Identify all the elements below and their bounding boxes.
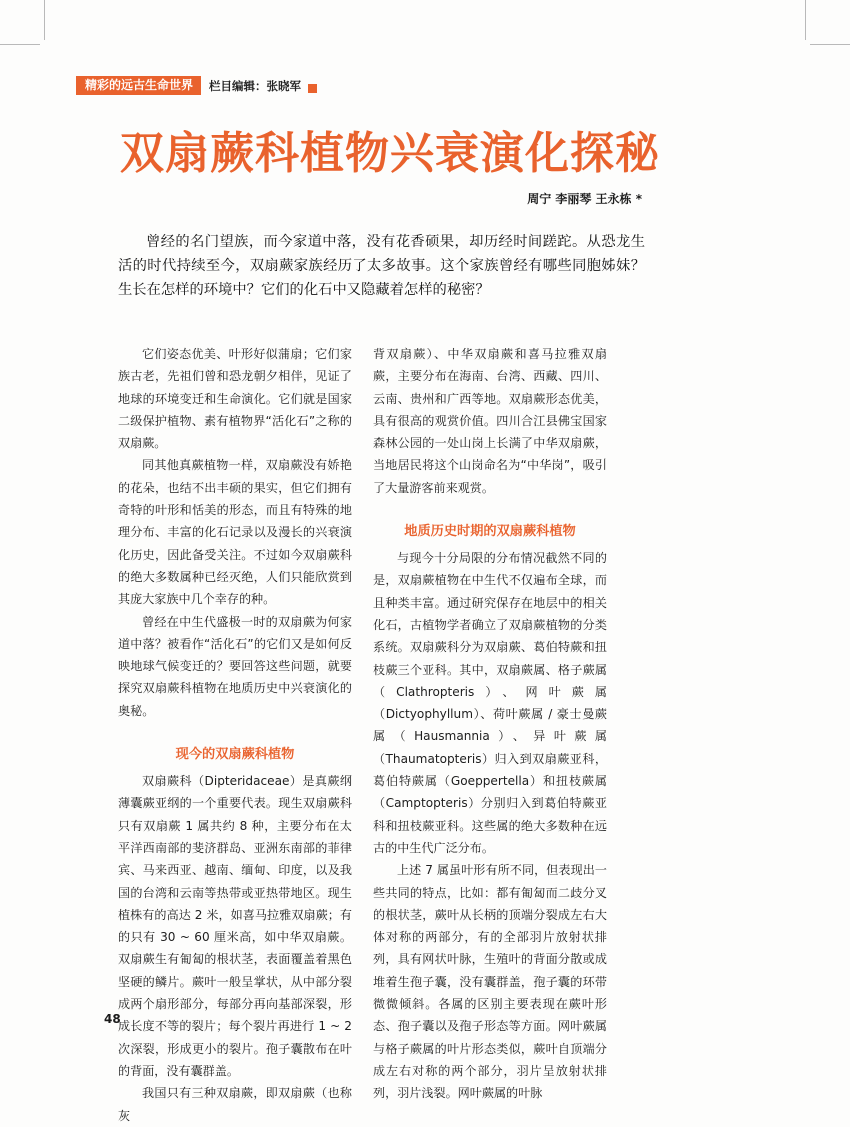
paragraph: 与现今十分局限的分布情况截然不同的是，双扇蕨植物在中生代不仅遍布全球，而且种类丰富。通过研究保存在地层中的相关化石，古植物学者确立了双扇蕨植物的分类系统。双扇蕨科分为双扇蕨、葛伯特蕨和扭枝蕨三个亚科。其中，双扇蕨属、格子蕨属（Clathropteris）、网叶蕨属（Dictyophyllum）、荷叶蕨属 / 豪士曼蕨属（Hausmannia）、异叶蕨属（Thaumatopteris）归入到双扇蕨亚科，葛伯特蕨属（Goeppertella）和扭枝蕨属（Camptopteris）分别归入到葛伯特蕨亚科和扭枝蕨亚科。这些属的绝大多数种在远古的中生代广泛分布。 [373, 551, 607, 855]
section-heading-modern: 现今的双扇蕨科植物 [175, 747, 295, 763]
article-authors: 周宁 李丽琴 王永栋 * [527, 192, 642, 206]
right-column [373, 343, 607, 1105]
header-square-marker [308, 84, 317, 93]
crop-mark-top-right [805, 0, 806, 40]
article-intro: 曾经的名门望族，而今家道中落，没有花香硕果，却历经时间蹉跎。从恐龙生活的时代持续至今，双扇蕨家族经历了太多故事。这个家族曾经有哪些同胞姊妹？生长在怎样的环境中？它们的化石中又隐藏着怎样的秘密？ [118, 234, 645, 298]
paragraph: 双扇蕨科（Dipteridaceae）是真蕨纲薄囊蕨亚纲的一个重要代表。现生双扇蕨科只有双扇蕨 1 属共约 8 种，主要分布在太平洋西南部的斐济群岛、亚洲东南部的菲律宾、马来西亚、越南、缅甸、印度，以及我国的台湾和云南等热带或亚热带地区。现生植株有的高达 2 米，如喜马拉雅双扇蕨；有的只有 30 ~ 60 厘米高，如中华双扇蕨。双扇蕨生有匍匐的根状茎，表面覆盖着黑色坚硬的鳞片。蕨叶一般呈掌状，从中部分裂成两个扇形部分，每部分再向基部深裂，形成长度不等的裂片；每个裂片再进行 1 ~ 2 次深裂，形成更小的裂片。孢子囊散布在叶的背面，没有囊群盖。 [118, 774, 352, 1078]
section-heading-geologic: 地质历史时期的双扇蕨科植物 [404, 524, 576, 540]
left-column [118, 343, 352, 1127]
paragraph: 同其他真蕨植物一样，双扇蕨没有娇艳的花朵，也结不出丰硕的果实，但它们拥有奇特的叶形和恬美的形态，而且有特殊的地理分布、丰富的化石记录以及漫长的兴衰演化历史，因此备受关注。不过如今双扇蕨科的绝大多数属种已经灭绝，人们只能欣赏到其庞大家族中几个幸存的种。 [118, 458, 352, 607]
crop-mark-top-right-h [810, 44, 850, 45]
section-tag: 精彩的远古生命世界 [76, 76, 201, 95]
paragraph: 它们姿态优美、叶形好似蒲扇；它们家族古老，先祖们曾和恐龙朝夕相伴，见证了地球的环境变迁和生命演化。它们就是国家二级保护植物、素有植物界“活化石”之称的双扇蕨。 [118, 347, 352, 451]
paragraph: 上述 7 属虽叶形有所不同，但表现出一些共同的特点，比如：都有匍匐而二歧分叉的根状茎，蕨叶从长柄的顶端分裂成左右大体对称的两部分，有的全部羽片放射状排列，具有网状叶脉，生殖叶的背面分散或成堆着生孢子囊，没有囊群盖，孢子囊的环带微微倾斜。各属的区别主要表现在蕨叶形态、孢子囊以及孢子形态等方面。网叶蕨属与格子蕨属的叶片形态类似，蕨叶自顶端分成左右对称的两个部分，羽片呈放射状排列，羽片浅裂。网叶蕨属的叶脉 [373, 863, 607, 1101]
page-number: 48 [104, 1012, 121, 1026]
crop-mark-top-left [44, 0, 45, 40]
paragraph: 我国只有三种双扇蕨，即双扇蕨（也称灰 [118, 1086, 352, 1123]
running-header [76, 76, 317, 95]
column-editor: 栏目编辑：张晓军 [209, 78, 302, 93]
paragraph: 曾经在中生代盛极一时的双扇蕨为何家道中落？被看作“活化石”的它们又是如何反映地球气候变迁的？要回答这些问题，就要探究双扇蕨科植物在地质历史中兴衰演化的奥秘。 [118, 614, 352, 718]
crop-mark-top-left-h [0, 44, 40, 45]
paragraph-continued: 背双扇蕨）、中华双扇蕨和喜马拉雅双扇蕨，主要分布在海南、台湾、西藏、四川、云南、贵州和广西等地。双扇蕨形态优美，具有很高的观赏价值。四川合江县佛宝国家森林公园的一处山岗上长满了中华双扇蕨，当地居民将这个山岗命名为“中华岗”，吸引了大量游客前来观赏。 [373, 347, 607, 495]
article-title: 双扇蕨科植物兴衰演化探秘 [120, 128, 660, 179]
